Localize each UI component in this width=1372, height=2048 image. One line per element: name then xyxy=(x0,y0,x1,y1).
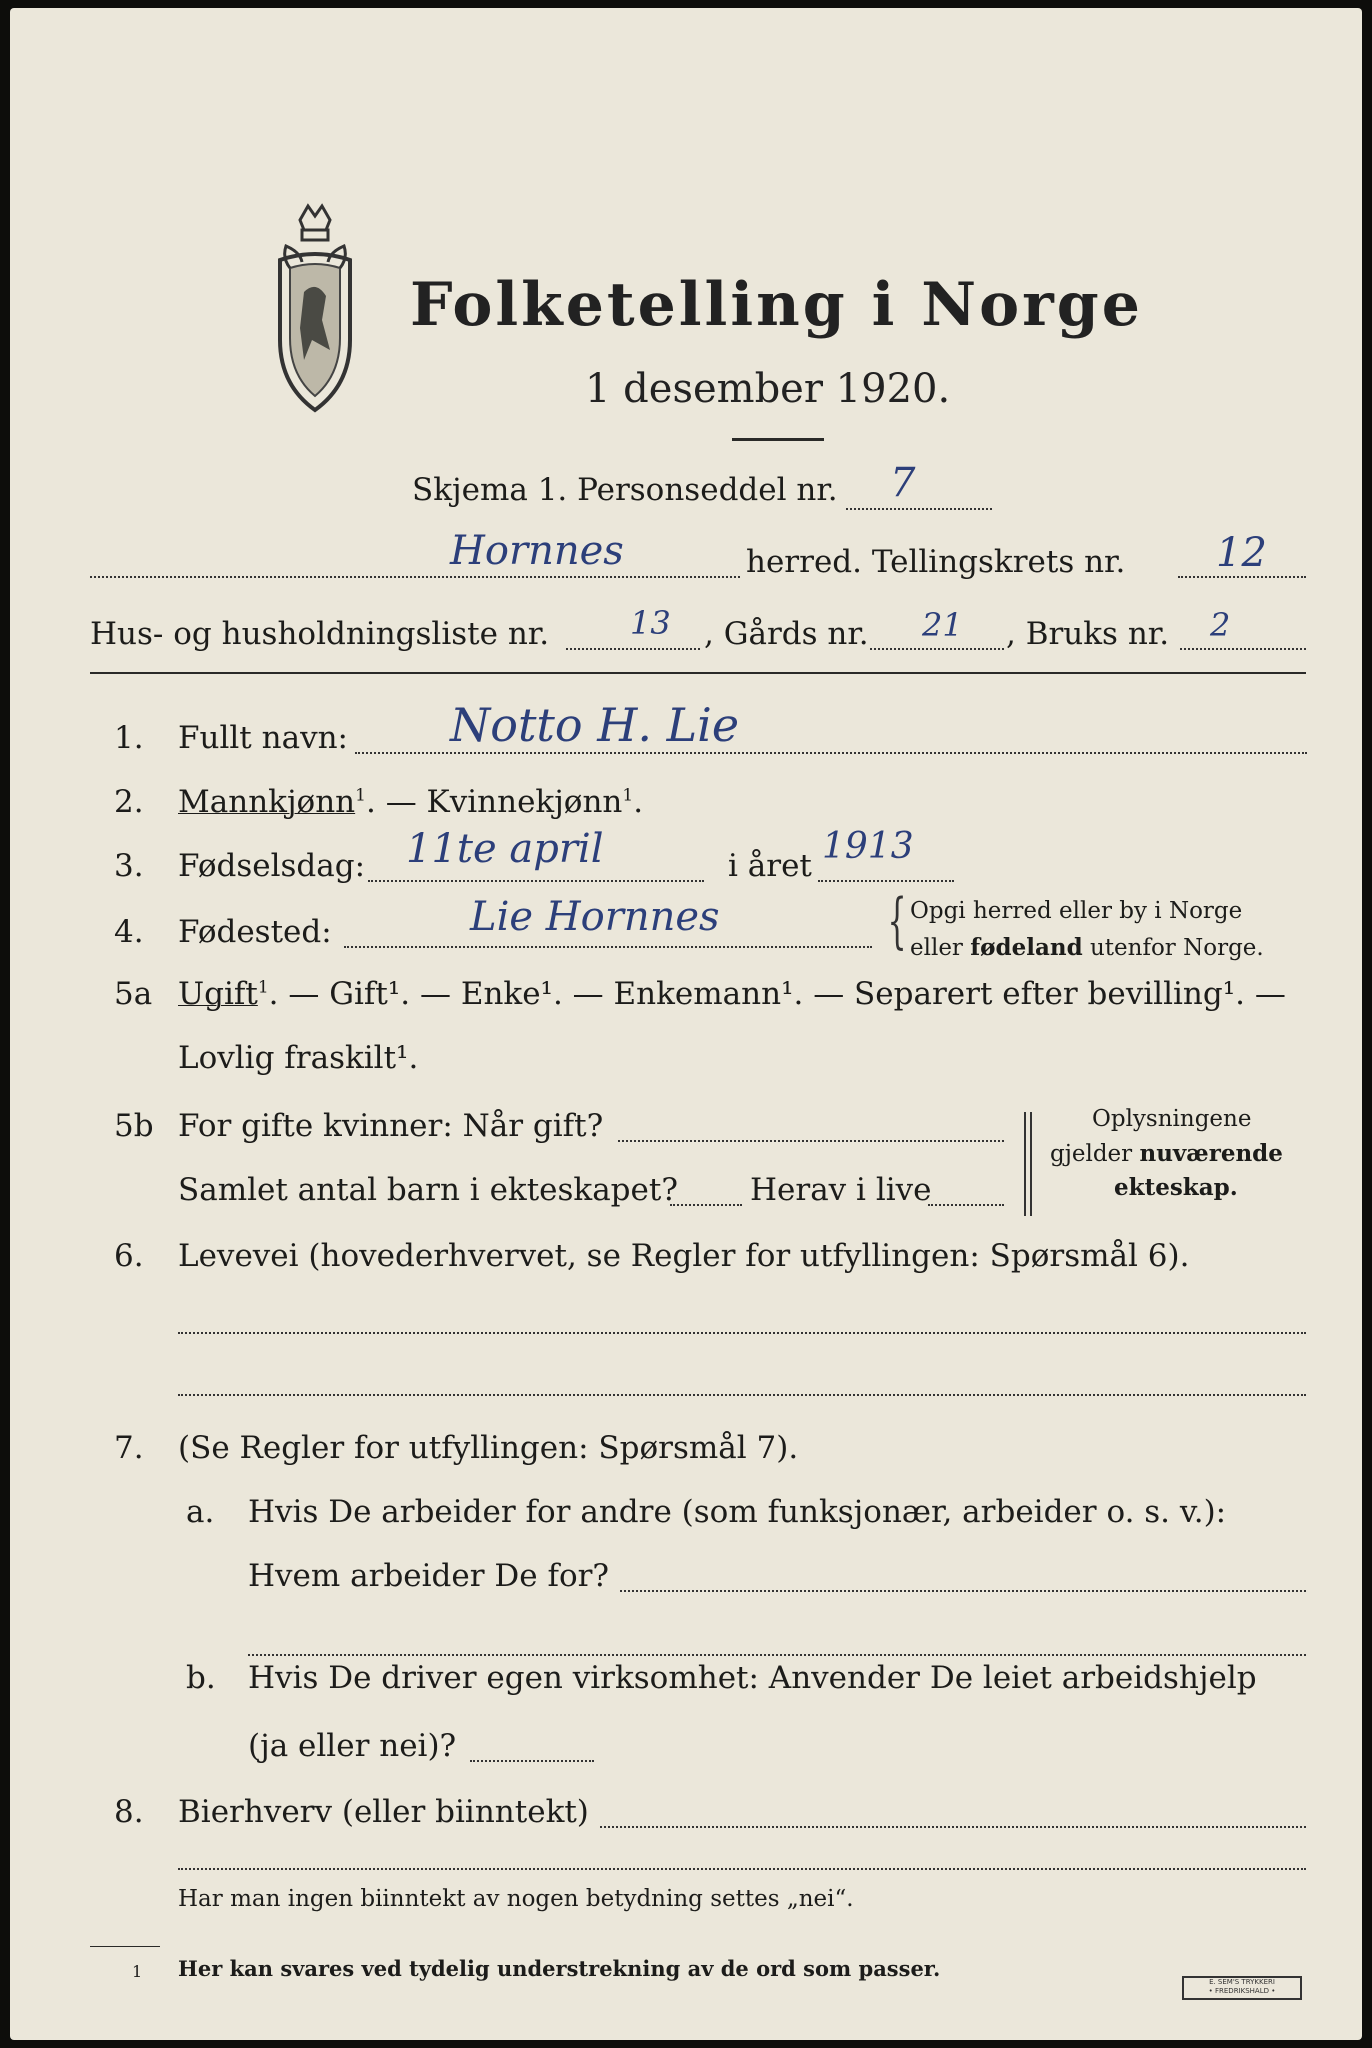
q6-number: 6. xyxy=(114,1238,144,1274)
birth-year-field[interactable] xyxy=(818,880,954,882)
q4-note-line2 xyxy=(910,934,1264,961)
header-rule xyxy=(90,672,1306,674)
q2-female-option[interactable]: Kvinnekjønn xyxy=(426,784,623,820)
employer-field-line2[interactable] xyxy=(248,1654,1306,1656)
footnote-marker: 1 xyxy=(132,1962,143,1981)
q5a-unmarried-option[interactable]: Ugift xyxy=(178,976,258,1012)
q5a-other-options[interactable]: . — Gift¹. — Enke¹. — Enkemann¹. — Separert efter bevilling¹. — xyxy=(268,976,1286,1012)
q5a-number: 5a xyxy=(114,976,153,1012)
birth-date-field[interactable] xyxy=(368,880,704,882)
q7b-answer-label: (ja eller nei)? xyxy=(248,1728,457,1764)
q8-number: 8. xyxy=(114,1794,144,1830)
q2-male-option[interactable]: Mannkjønn xyxy=(178,784,356,820)
printer-stamp-line1: E. SEM'S TRYKKERI xyxy=(1209,1978,1275,1986)
q2-label: Mannkjønn$^1$. — Kvinnekjønn$^1$. xyxy=(178,784,644,820)
q7a-text: Hvis De arbeider for andre (som funksjonær, arbeider o. s. v.): xyxy=(248,1494,1227,1530)
q8-label: Bierhverv (eller biinntekt) xyxy=(178,1794,589,1830)
municipality-field[interactable] xyxy=(90,576,740,578)
birthplace-field[interactable] xyxy=(344,946,872,948)
q7-label: (Se Regler for utfyllingen: Spørsmål 7). xyxy=(178,1430,799,1466)
q5b-label1: For gifte kvinner: Når gift? xyxy=(178,1108,604,1144)
q4-note2-part1: eller xyxy=(910,935,971,961)
hires-help-field[interactable] xyxy=(470,1760,594,1762)
title-divider xyxy=(732,438,824,441)
q7a-who-label: Hvem arbeider De for? xyxy=(248,1558,610,1594)
q8-note: Har man ingen biinntekt av nogen betydning settes „nei“. xyxy=(178,1886,854,1912)
q5b-number: 5b xyxy=(114,1108,154,1144)
q7b-text: Hvis De driver egen virksomhet: Anvender De leiet arbeidshjelp xyxy=(248,1660,1257,1696)
married-when-field[interactable] xyxy=(618,1140,1004,1142)
q5b-note3: ekteskap. xyxy=(1114,1174,1238,1201)
q5b-bracket xyxy=(1024,1112,1032,1216)
district-number-field[interactable] xyxy=(1178,576,1306,578)
birth-year-value: 1913 xyxy=(822,826,914,867)
q5b-note2 xyxy=(1050,1140,1283,1167)
person-number-field[interactable] xyxy=(846,508,992,510)
children-total-field[interactable] xyxy=(670,1204,742,1206)
municipality-label: herred. Tellingskrets nr. xyxy=(746,544,1126,580)
q3-number: 3. xyxy=(114,848,144,884)
q4-brace: { xyxy=(887,886,907,956)
q7-number: 7. xyxy=(114,1430,144,1466)
q4-label: Fødested: xyxy=(178,914,332,950)
form-date: 1 desember 1920. xyxy=(585,366,951,412)
use-number-value: 2 xyxy=(1210,606,1231,644)
occupation-field-line2[interactable] xyxy=(178,1394,1306,1396)
use-number-field[interactable] xyxy=(1180,648,1306,650)
birth-year-label: i året xyxy=(728,848,812,884)
footnote-text: Her kan svares ved tydelig understrekning av de ord som passer. xyxy=(178,1956,941,1981)
q4-note-line1: Opgi herred eller by i Norge xyxy=(910,898,1243,924)
side-income-field-line2[interactable] xyxy=(178,1868,1306,1870)
q5a-options-line2[interactable]: Lovlig fraskilt¹. xyxy=(178,1040,419,1076)
birthplace-value: Lie Hornnes xyxy=(470,894,720,940)
q5b-note2-part1: gjelder xyxy=(1050,1141,1140,1167)
q1-label: Fullt navn: xyxy=(178,720,348,756)
q5a-options: Ugift$^1$. — Gift¹. — Enke¹. — Enkemann¹. — Separert efter bevilling¹. — xyxy=(178,976,1286,1012)
census-form-sheet xyxy=(10,8,1362,2040)
q1-number: 1. xyxy=(114,720,144,756)
farm-number-value: 21 xyxy=(922,606,963,644)
use-number-label: , Bruks nr. xyxy=(1006,616,1170,652)
form-title: Folketelling i Norge xyxy=(410,270,1143,340)
schema-label: Skjema 1. Personseddel nr. xyxy=(412,472,838,508)
q5b-label2: Samlet antal barn i ekteskapet? xyxy=(178,1172,678,1208)
footnote-rule xyxy=(90,1946,160,1947)
occupation-field-line1[interactable] xyxy=(178,1332,1306,1334)
household-number-value: 13 xyxy=(630,604,671,642)
full-name-field[interactable] xyxy=(355,752,1307,754)
q2-number: 2. xyxy=(114,784,144,820)
person-number-value: 7 xyxy=(890,460,916,506)
q7a-letter: a. xyxy=(186,1494,215,1530)
q5b-label3: Herav i live xyxy=(750,1172,932,1208)
farm-number-label: , Gårds nr. xyxy=(704,616,869,652)
district-number-value: 12 xyxy=(1216,530,1267,576)
household-list-label: Hus- og husholdningsliste nr. xyxy=(90,616,550,652)
printer-stamp xyxy=(1182,1976,1302,2000)
farm-number-field[interactable] xyxy=(870,648,1004,650)
employer-field[interactable] xyxy=(620,1590,1306,1592)
q5b-note1: Oplysningene xyxy=(1092,1106,1252,1132)
side-income-field[interactable] xyxy=(600,1826,1306,1828)
q7b-letter: b. xyxy=(186,1660,216,1696)
full-name-value: Notto H. Lie xyxy=(450,698,740,752)
q3-label: Fødselsdag: xyxy=(178,848,366,884)
children-alive-field[interactable] xyxy=(928,1204,1004,1206)
coat-of-arms-icon xyxy=(260,200,370,420)
q2-separator: . — xyxy=(365,784,427,820)
q5b-note2-bold: nuværende xyxy=(1139,1140,1283,1167)
q6-label: Levevei (hovederhvervet, se Regler for utfyllingen: Spørsmål 6). xyxy=(178,1238,1190,1274)
birth-date-value: 11te april xyxy=(406,826,604,872)
municipality-value: Hornnes xyxy=(450,528,624,574)
q4-note2-part2: utenfor Norge. xyxy=(1082,935,1264,961)
q4-note2-bold: fødeland xyxy=(970,934,1083,961)
household-number-field[interactable] xyxy=(566,648,700,650)
q4-number: 4. xyxy=(114,914,144,950)
printer-stamp-line2: • FREDRIKSHALD • xyxy=(1208,1987,1276,1995)
